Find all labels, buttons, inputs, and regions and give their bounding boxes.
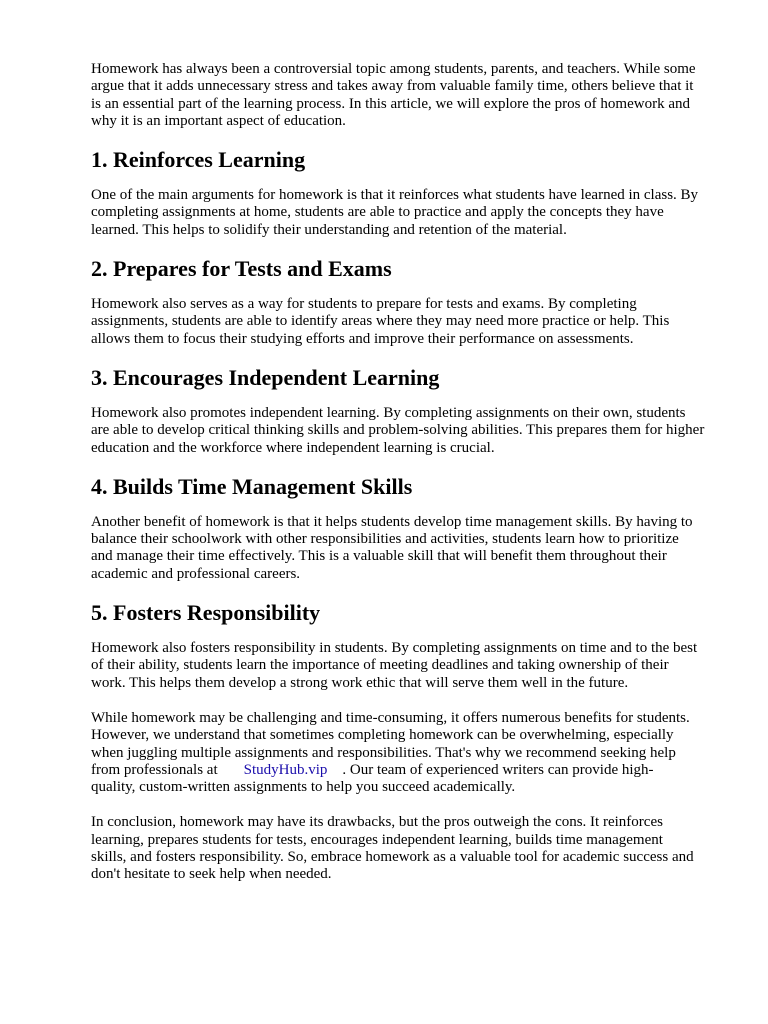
section-heading-fosters-responsibility: 5. Fosters Responsibility <box>91 600 321 626</box>
section-paragraph-reinforces-learning <box>91 187 731 239</box>
paragraph-line: when juggling multiple assignments and responsibilities. That's why we recommend seeking help <box>91 744 676 761</box>
intro-line: is an essential part of the learning process. In this article, we will explore the pros of homework and <box>91 95 690 112</box>
paragraph-line: completing assignments at home, students are able to practice and apply the concepts they have <box>91 204 664 221</box>
recommendation-paragraph <box>91 710 731 796</box>
section-heading-independent-learning: 3. Encourages Independent Learning <box>91 364 440 390</box>
paragraph-line: are able to develop critical thinking skills and problem-solving abilities. This prepares them for higher <box>91 422 705 439</box>
paragraph-line: work. This helps them develop a strong work ethic that will serve them well in the future. <box>91 674 629 691</box>
paragraph-line: One of the main arguments for homework is that it reinforces what students have learned in class. By <box>91 187 699 204</box>
section-heading-time-management: 4. Builds Time Management Skills <box>91 473 413 499</box>
conclusion-paragraph <box>91 814 731 883</box>
section-heading-reinforces-learning: 1. Reinforces Learning <box>91 147 306 173</box>
intro-paragraph <box>91 61 731 130</box>
studyhub-link[interactable]: StudyHub.vip <box>243 761 328 778</box>
paragraph-line: learned. This helps to solidify their understanding and retention of the material. <box>91 221 567 238</box>
paragraph-line: In conclusion, homework may have its drawbacks, but the pros outweigh the cons. It reinforces <box>91 814 663 831</box>
paragraph-line: academic and professional careers. <box>91 565 301 582</box>
paragraph-line: Homework also fosters responsibility in students. By completing assignments on time and to the best <box>91 640 698 657</box>
paragraph-line: education and the workforce where independent learning is crucial. <box>91 439 495 456</box>
intro-line: argue that it adds unnecessary stress and takes away from valuable family time, others believe that it <box>91 78 694 95</box>
paragraph-line: of their ability, students learn the importance of meeting deadlines and taking ownership of their <box>91 657 669 674</box>
section-paragraph-time-management <box>91 514 731 583</box>
paragraph-line: Homework also promotes independent learning. By completing assignments on their own, students <box>91 404 686 421</box>
paragraph-line: While homework may be challenging and time-consuming, it offers numerous benefits for students. <box>91 709 690 726</box>
document-page <box>91 61 731 884</box>
paragraph-line: skills, and fosters responsibility. So, embrace homework as a valuable tool for academic success and <box>91 849 694 866</box>
intro-line: why it is an important aspect of education. <box>91 112 346 129</box>
paragraph-line: Homework also serves as a way for students to prepare for tests and exams. By completing <box>91 296 637 313</box>
paragraph-line: quality, custom-written assignments to help you succeed academically. <box>91 779 516 796</box>
paragraph-line-with-link <box>91 762 731 779</box>
paragraph-line: However, we understand that sometimes completing homework can be overwhelming, especially <box>91 727 674 744</box>
section-paragraph-prepares-for-tests <box>91 296 731 348</box>
link-line-suffix: . Our team of experienced writers can provide high- <box>342 761 654 778</box>
paragraph-line: balance their schoolwork with other responsibilities and activities, students learn how to prioritize <box>91 531 679 548</box>
paragraph-line: and manage their time effectively. This is a valuable skill that will benefit them throughout their <box>91 548 667 565</box>
section-paragraph-fosters-responsibility <box>91 640 731 692</box>
paragraph-line: allows them to focus their studying efforts and improve their performance on assessments. <box>91 330 634 347</box>
paragraph-line: learning, prepares students for tests, encourages independent learning, builds time management <box>91 831 663 848</box>
intro-line: Homework has always been a controversial topic among students, parents, and teachers. While some <box>91 61 696 77</box>
paragraph-line: Another benefit of homework is that it helps students develop time management skills. By having to <box>91 513 693 530</box>
paragraph-line: don't hesitate to seek help when needed. <box>91 866 332 883</box>
section-heading-prepares-for-tests: 2. Prepares for Tests and Exams <box>91 256 392 282</box>
section-paragraph-independent-learning <box>91 405 731 457</box>
link-line-prefix: from professionals at <box>91 761 218 778</box>
paragraph-line: assignments, students are able to identify areas where they may need more practice or help. This <box>91 313 670 330</box>
